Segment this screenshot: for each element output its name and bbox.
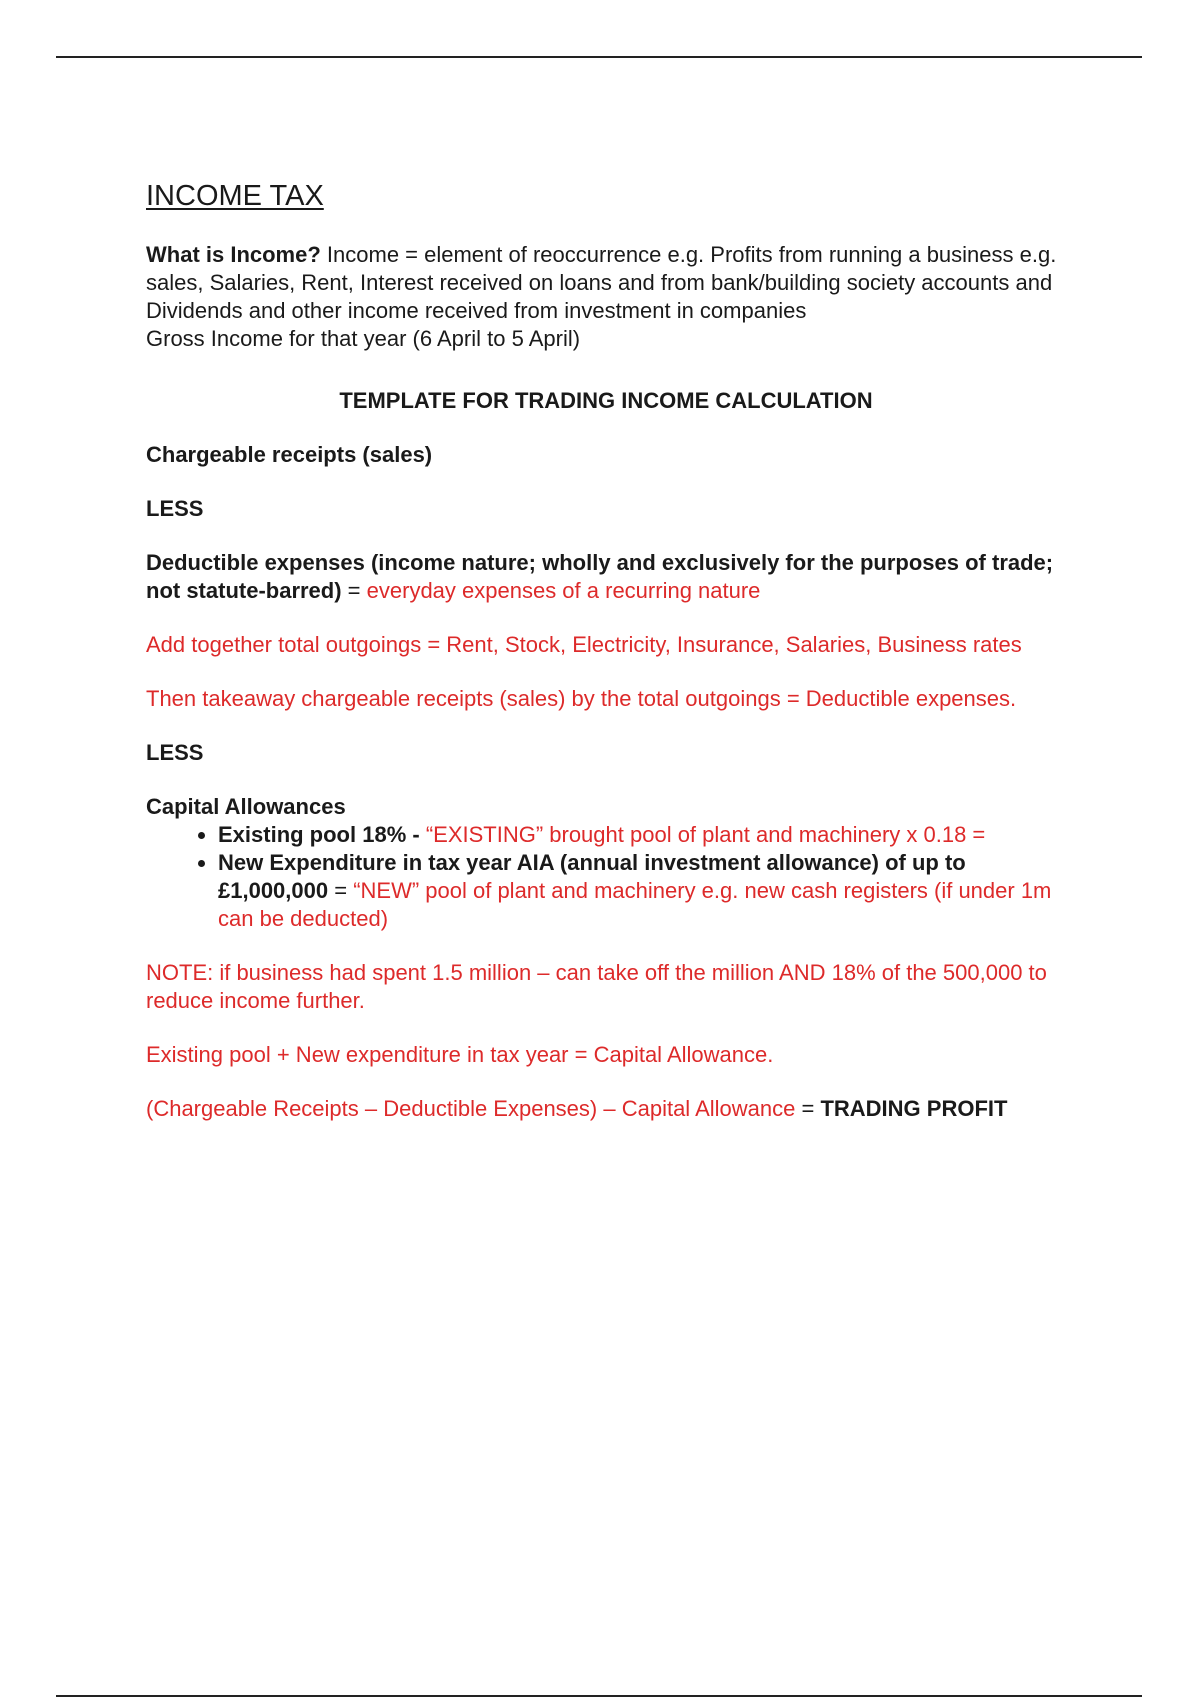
outgoings-paragraph: Add together total outgoings = Rent, Stock, Electricity, Insurance, Salaries, Business rates	[146, 632, 1022, 657]
template-heading: TEMPLATE FOR TRADING INCOME CALCULATION	[339, 388, 873, 413]
existing-plus-paragraph: Existing pool + New expenditure in tax year = Capital Allowance.	[146, 1042, 774, 1067]
bullet-bold: New Expenditure in tax year AIA (annual investment allowance) of up to £1,000,000	[218, 850, 966, 903]
capital-allowances-heading: Capital Allowances	[146, 794, 346, 819]
formula-red: (Chargeable Receipts – Deductible Expenses) – Capital Allowance	[146, 1096, 796, 1121]
footer-rule	[56, 1695, 1142, 1697]
bullet-bold: Existing pool 18% -	[218, 822, 420, 847]
gross-income-line: Gross Income for that year (6 April to 5 April)	[146, 326, 581, 351]
formula-bold: TRADING PROFIT	[820, 1096, 1008, 1121]
takeaway-paragraph: Then takeaway chargeable receipts (sales) by the total outgoings = Deductible expenses.	[146, 686, 1017, 711]
bullet-eq: =	[328, 878, 354, 903]
intro-text: Income = element of reoccurrence e.g. Profits from running a business e.g. sales, Salaries, Rent, Interest received on loans and from bank/building society accounts and Dividends and other income received from investment in companies	[146, 242, 1057, 323]
document-body	[146, 180, 1066, 1123]
trading-profit-formula	[146, 1095, 1066, 1123]
capital-allowances-list	[146, 821, 1066, 933]
intro-paragraph	[146, 241, 1066, 325]
less-label-1: LESS	[146, 496, 204, 521]
list-item	[218, 821, 1066, 849]
note-paragraph: NOTE: if business had spent 1.5 million – can take off the million AND 18% of the 500,000 to reduce income further.	[146, 960, 1047, 1013]
formula-eq: =	[795, 1096, 821, 1121]
deductible-red: everyday expenses of a recurring nature	[366, 578, 761, 603]
bullet-red: “NEW” pool of plant and machinery e.g. new cash registers (if under 1m can be deducted)	[218, 878, 1052, 931]
list-item	[218, 849, 1066, 933]
chargeable-receipts: Chargeable receipts (sales)	[146, 442, 433, 467]
less-label-2: LESS	[146, 740, 204, 765]
page-title: INCOME TAX	[146, 180, 324, 212]
deductible-expenses-paragraph	[146, 549, 1066, 605]
deductible-bold: Deductible expenses (income nature; wholly and exclusively for the purposes of trade; not statute-barred)	[146, 550, 1054, 603]
intro-label: What is Income?	[146, 242, 321, 267]
bullet-red: “EXISTING” brought pool of plant and machinery x 0.18 =	[419, 822, 986, 847]
deductible-eq: =	[341, 578, 367, 603]
header-rule	[56, 56, 1142, 58]
